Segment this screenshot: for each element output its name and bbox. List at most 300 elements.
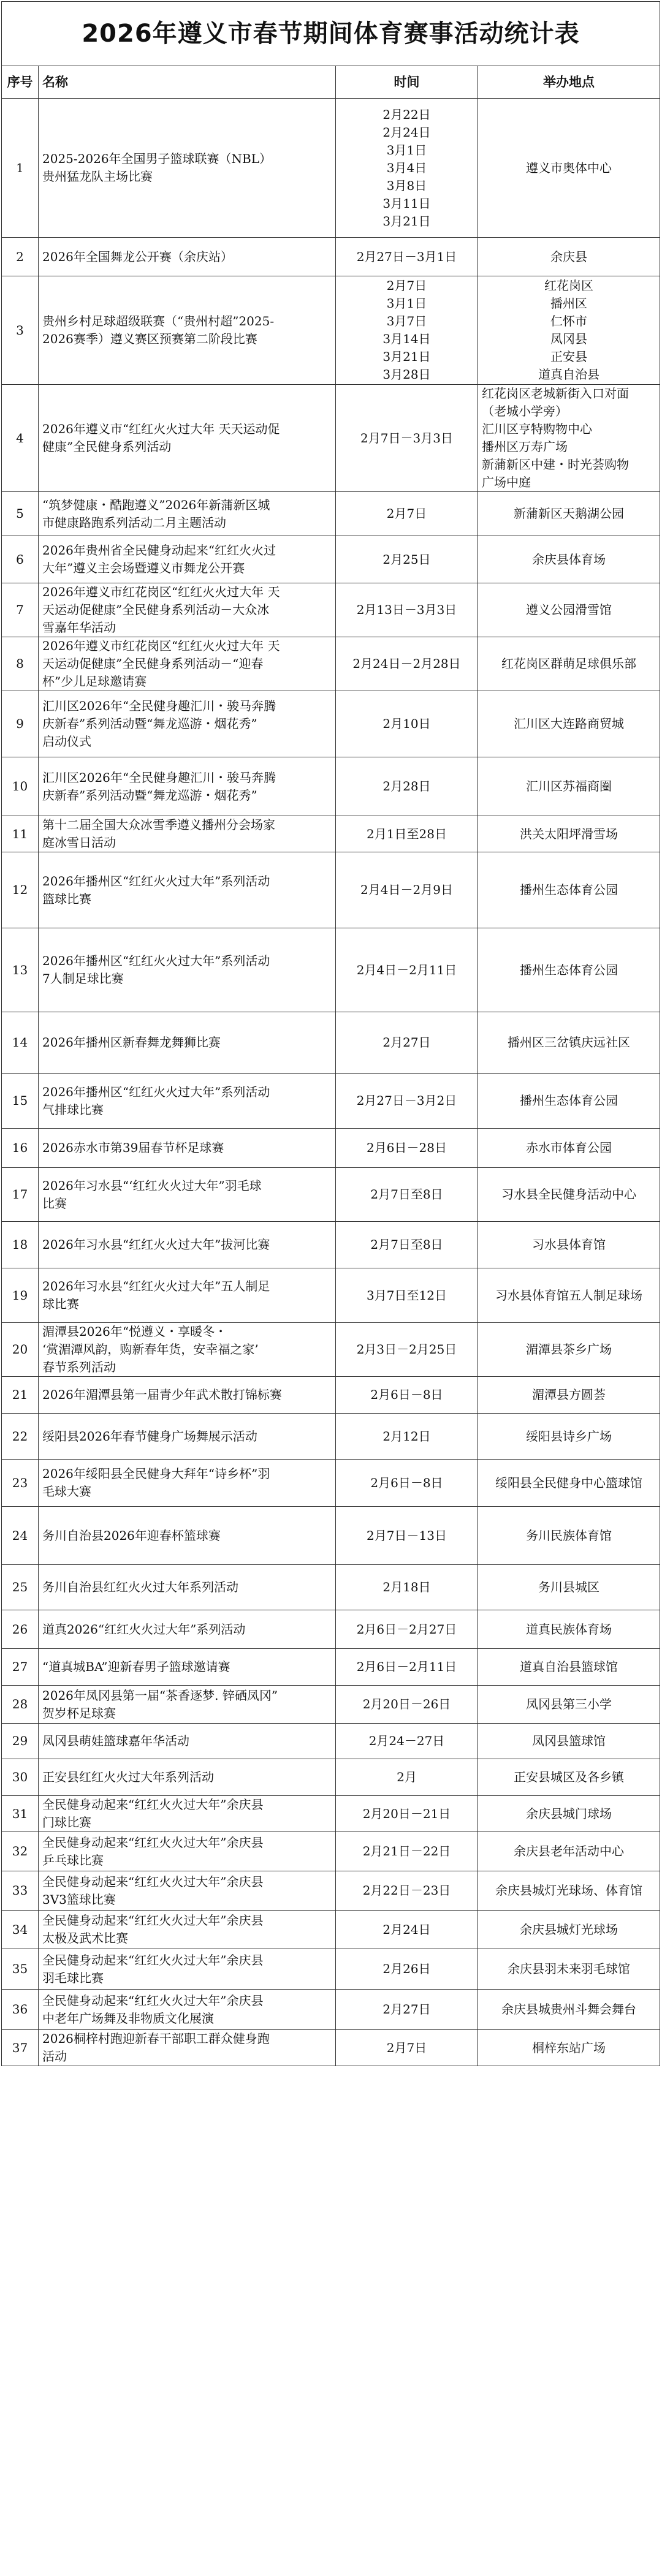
event-name-line: 毛球大赛: [42, 1484, 91, 1499]
event-name-line: 汇川区2026年“全民健身趣汇川・骏马奔腾: [42, 770, 276, 785]
event-time: [336, 1949, 478, 1990]
event-venue-line: 新蒲新区中建・时光荟购物: [482, 457, 629, 472]
event-venue-line: 红花岗区老城新街入口对面: [482, 386, 629, 401]
event-time-line: 3月14日: [382, 331, 431, 346]
event-venue: [478, 1949, 660, 1990]
event-name-line: 2026赛季）遵义赛区预赛第二阶段比赛: [42, 331, 257, 346]
event-time: [336, 1222, 478, 1268]
event-time: [336, 1012, 478, 1074]
event-name-line: 2026年播州区“红红火火过大年”系列活动: [42, 873, 270, 888]
event-name-line: 贵州乡村足球超级联赛（“贵州村超”2025-: [42, 314, 275, 328]
event-venue: [478, 583, 660, 637]
table-row: [2, 1222, 660, 1268]
event-venue-line: 赤水市体育公园: [526, 1140, 612, 1155]
row-number: 31: [2, 1796, 39, 1832]
row-number: 24: [2, 1507, 39, 1565]
event-venue: [478, 99, 660, 238]
event-time-line: 3月8日: [386, 178, 427, 193]
event-name: [39, 852, 336, 928]
event-name: [39, 2030, 336, 2066]
row-number: 30: [2, 1759, 39, 1796]
event-time: [336, 1911, 478, 1949]
event-time-line: 2月7日至8日: [370, 1187, 443, 1202]
event-time-line: 3月4日: [386, 160, 427, 175]
table-row: [2, 1323, 660, 1377]
event-time-line: 2月12日: [382, 1428, 431, 1444]
event-name-line: 全民健身动起来“红红火火过大年”余庆县: [42, 1874, 264, 1889]
event-time-line: 2月7日至8日: [370, 1237, 443, 1252]
event-name: [39, 1460, 336, 1507]
event-name: [39, 492, 336, 536]
event-time-line: 2月7日: [386, 2040, 427, 2055]
table-row: [2, 1012, 660, 1074]
event-name-line: 绥阳县2026年春节健身广场舞展示活动: [42, 1428, 257, 1444]
event-time-line: 2月: [397, 1770, 417, 1784]
event-venue: [478, 637, 660, 691]
event-venue-line: 余庆县城灯光球场、体育馆: [495, 1883, 642, 1898]
event-name-line: 贵州猛龙队主场比赛: [42, 169, 153, 184]
event-name-line: 2026年湄潭县第一届青少年武术散打锦标赛: [42, 1387, 282, 1402]
table-row: [2, 1949, 660, 1990]
event-name: [39, 276, 336, 385]
event-name-line: 2026赤水市第39届春节杯足球赛: [42, 1140, 224, 1155]
event-venue-line: 播州区三岔镇庆远社区: [508, 1035, 630, 1050]
row-number: 9: [2, 691, 39, 757]
event-name-line: 2026年遵义市红花岗区“红红火火过大年 天: [42, 585, 280, 599]
event-venue: [478, 536, 660, 583]
row-number: 15: [2, 1074, 39, 1129]
event-venue-line: 正安县: [550, 349, 587, 364]
event-venue-line: 余庆县城贵州斗舞会舞台: [501, 2002, 636, 2017]
table-row: [2, 1832, 660, 1871]
event-name-line: 务川自治县红红火火过大年系列活动: [42, 1580, 238, 1594]
event-venue-line: 播州区: [550, 296, 587, 311]
event-name-line: 2026年凤冈县第一届“茶香逐梦. 锌硒凤冈”: [42, 1688, 278, 1703]
row-number: 26: [2, 1610, 39, 1649]
row-number: 18: [2, 1222, 39, 1268]
event-name: [39, 99, 336, 238]
table-row: [2, 1268, 660, 1323]
event-venue: [478, 1724, 660, 1759]
event-name: [39, 1686, 336, 1724]
table-row: [2, 816, 660, 852]
event-time-line: 2月6日－28日: [367, 1140, 447, 1155]
event-name-line: 2026年遵义市“红红火火过大年 天天运动促: [42, 422, 280, 436]
event-venue-line: 余庆县: [550, 249, 587, 264]
row-number: 7: [2, 583, 39, 637]
event-name-line: 2026年播州区新春舞龙舞狮比赛: [42, 1035, 221, 1050]
row-number: 6: [2, 536, 39, 583]
event-venue: [478, 1911, 660, 1949]
event-name-line: 全民健身动起来“红红火火过大年”余庆县: [42, 1913, 264, 1928]
event-name-line: 2025-2026年全国男子篮球联赛（NBL）: [42, 151, 272, 166]
table-row: [2, 1759, 660, 1796]
event-time-line: 2月1日至28日: [367, 826, 447, 841]
row-number: 4: [2, 385, 39, 492]
row-number: 8: [2, 637, 39, 691]
event-venue: [478, 238, 660, 276]
event-name-line: 中老年广场舞及非物质文化展演: [42, 2010, 214, 2026]
event-venue-line: 洪关太阳坪滑雪场: [520, 826, 618, 841]
event-name-line: “道真城BA”迎新春男子篮球邀请赛: [42, 1659, 230, 1674]
event-time: [336, 1129, 478, 1168]
event-name-line: 全民健身动起来“红红火火过大年”余庆县: [42, 1952, 264, 1968]
event-name-line: 2026年贵州省全民健身动起来“红红火火过: [42, 543, 276, 558]
event-venue: [478, 691, 660, 757]
event-name-line: 道真2026“红红火火过大年”系列活动: [42, 1621, 246, 1637]
event-time: [336, 816, 478, 852]
event-time: [336, 99, 478, 238]
event-name: [39, 757, 336, 816]
event-name: [39, 1871, 336, 1911]
event-time-line: 2月13日－3月3日: [356, 602, 457, 617]
event-time: [336, 1871, 478, 1911]
event-name: [39, 1759, 336, 1796]
row-number: 21: [2, 1377, 39, 1414]
event-name-line: 第十二届全国大众冰雪季遵义播州分会场家: [42, 817, 275, 832]
event-venue: [478, 1686, 660, 1724]
event-venue-line: 习水县体育馆: [532, 1237, 606, 1252]
event-time-line: 3月7日: [386, 314, 427, 328]
event-venue: [478, 1074, 660, 1129]
event-name-line: 全民健身动起来“红红火火过大年”余庆县: [42, 1797, 264, 1812]
event-time: [336, 1268, 478, 1323]
statistics-sheet: [1, 1, 660, 2066]
table-row: [2, 1129, 660, 1168]
row-number: 23: [2, 1460, 39, 1507]
event-name-line: 贺岁杯足球赛: [42, 1705, 116, 1721]
row-number: 16: [2, 1129, 39, 1168]
row-number: 10: [2, 757, 39, 816]
row-number: 27: [2, 1649, 39, 1686]
event-venue-line: 红花岗区: [544, 278, 593, 293]
event-name-line: 门球比赛: [42, 1815, 91, 1830]
event-venue-line: 遵义公园滑雪馆: [526, 602, 612, 617]
event-time: [336, 928, 478, 1012]
event-time-line: 2月3日－2月25日: [356, 1342, 457, 1357]
row-number: 3: [2, 276, 39, 385]
event-venue: [478, 1129, 660, 1168]
event-name-line: 凤冈县萌娃篮球嘉年华活动: [42, 1733, 189, 1748]
event-venue: [478, 276, 660, 385]
event-name: [39, 1012, 336, 1074]
table-row: [2, 1610, 660, 1649]
event-time-line: 3月1日: [386, 296, 427, 311]
table-row: [2, 2030, 660, 2066]
event-name: [39, 1832, 336, 1871]
row-number: 12: [2, 852, 39, 928]
table-row: [2, 238, 660, 276]
row-number: 28: [2, 1686, 39, 1724]
event-venue-line: 汇川区大连路商贸城: [514, 716, 624, 731]
event-venue: [478, 1222, 660, 1268]
event-time: [336, 1323, 478, 1377]
header-row: [2, 66, 660, 99]
event-time: [336, 583, 478, 637]
table-row: [2, 385, 660, 492]
event-time: [336, 1460, 478, 1507]
event-time-line: 2月6日－2月11日: [356, 1659, 457, 1674]
event-time-line: 2月27日－3月2日: [356, 1093, 457, 1108]
event-time: [336, 1686, 478, 1724]
event-name-line: 天运动促健康”全民健身系列活动－大众冰: [42, 602, 270, 617]
row-number: 11: [2, 816, 39, 852]
event-name-line: 2026年习水县“红红火火过大年”拔河比赛: [42, 1237, 270, 1252]
row-number: 17: [2, 1168, 39, 1222]
event-venue-line: 余庆县城门球场: [526, 1806, 612, 1821]
event-venue: [478, 1377, 660, 1414]
event-name: [39, 583, 336, 637]
event-name-line: 气排球比赛: [42, 1102, 104, 1117]
event-name-line: 球比赛: [42, 1297, 79, 1311]
event-time-line: 2月27日: [382, 2002, 431, 2017]
table-row: [2, 691, 660, 757]
event-time: [336, 1507, 478, 1565]
event-venue-line: 道真自治县: [538, 367, 599, 382]
event-venue: [478, 492, 660, 536]
table-row: [2, 1565, 660, 1610]
event-time-line: 2月4日－2月11日: [356, 962, 457, 977]
event-name: [39, 1168, 336, 1222]
event-time: [336, 1759, 478, 1796]
event-venue: [478, 1871, 660, 1911]
event-name: [39, 928, 336, 1012]
table-row: [2, 1074, 660, 1129]
event-venue: [478, 1460, 660, 1507]
event-venue-line: 余庆县羽未来羽毛球馆: [508, 1961, 630, 1976]
row-number: 36: [2, 1990, 39, 2030]
event-name-line: 庆新春”系列活动暨“舞龙巡游・烟花秀”: [42, 787, 257, 803]
event-name: [39, 1649, 336, 1686]
event-time-line: 2月7日－13日: [367, 1528, 447, 1543]
row-number: 25: [2, 1565, 39, 1610]
event-name: [39, 1323, 336, 1377]
event-time-line: 2月7日－3月3日: [360, 430, 453, 445]
row-number: 20: [2, 1323, 39, 1377]
event-name: [39, 1074, 336, 1129]
event-venue: [478, 1012, 660, 1074]
event-venue: [478, 1759, 660, 1796]
event-name: [39, 536, 336, 583]
event-venue-line: 道真自治县篮球馆: [520, 1659, 618, 1674]
event-name: [39, 1990, 336, 2030]
event-venue-line: 余庆县体育场: [532, 551, 606, 567]
table-row: [2, 1377, 660, 1414]
event-time-line: 2月21日－22日: [362, 1844, 451, 1858]
event-time: [336, 1074, 478, 1129]
event-name: [39, 1222, 336, 1268]
event-venue: [478, 1832, 660, 1871]
event-venue-line: 汇川区亨特购物中心: [482, 422, 592, 436]
event-venue-line: 绥阳县全民健身中心篮球馆: [495, 1475, 642, 1490]
table-row: [2, 1871, 660, 1911]
table-row: [2, 1168, 660, 1222]
table-row: [2, 492, 660, 536]
table-row: [2, 1724, 660, 1759]
event-venue-line: 习水县全民健身活动中心: [501, 1187, 636, 1202]
event-name-line: 2026年播州区“红红火火过大年”系列活动: [42, 1084, 270, 1099]
table-row: [2, 99, 660, 238]
event-name-line: 大年”遵义主会场暨遵义市舞龙公开赛: [42, 561, 245, 575]
row-number: 2: [2, 238, 39, 276]
event-time: [336, 757, 478, 816]
table-row: [2, 536, 660, 583]
row-number: 22: [2, 1414, 39, 1460]
event-time-line: 2月27日: [382, 1035, 431, 1050]
event-venue: [478, 1796, 660, 1832]
event-time: [336, 1832, 478, 1871]
event-name: [39, 691, 336, 757]
event-time: [336, 276, 478, 385]
event-name-line: 2026年播州区“红红火火过大年”系列活动: [42, 953, 270, 968]
event-venue: [478, 1168, 660, 1222]
event-venue-line: 凤冈县: [550, 331, 587, 346]
event-name-line: 2026年遵义市红花岗区“红红火火过大年 天: [42, 638, 280, 653]
event-time-line: 2月6日－2月27日: [356, 1621, 457, 1637]
event-time-line: 2月22日－23日: [362, 1883, 451, 1898]
event-name-line: 7人制足球比赛: [42, 971, 124, 986]
table-row: [2, 757, 660, 816]
row-number: 34: [2, 1911, 39, 1949]
event-time-line: 2月24－27日: [368, 1733, 445, 1748]
event-time: [336, 691, 478, 757]
event-name-line: 比赛: [42, 1195, 67, 1211]
event-name-line: 2026桐梓村跑迎新春干部职工群众健身跑: [42, 2031, 270, 2046]
event-name: [39, 816, 336, 852]
event-time-line: 3月1日: [386, 142, 427, 157]
table-row: [2, 637, 660, 691]
table-row: [2, 583, 660, 637]
event-time-line: 2月24日: [382, 124, 431, 140]
event-time: [336, 1610, 478, 1649]
row-number: 19: [2, 1268, 39, 1323]
event-time-line: 2月20日－26日: [362, 1697, 451, 1711]
event-time: [336, 2030, 478, 2066]
event-name-line: 2026年绥阳县全民健身大拜年“诗乡杯”羽: [42, 1466, 270, 1481]
event-time-line: 2月27日－3月1日: [356, 249, 457, 264]
event-time: [336, 536, 478, 583]
event-name-line: 篮球比赛: [42, 891, 91, 906]
event-time-line: 3月28日: [382, 367, 431, 382]
event-venue: [478, 1414, 660, 1460]
event-name-line: 乒乓球比赛: [42, 1852, 104, 1868]
event-venue-line: 仁怀市: [550, 314, 587, 328]
row-number: 29: [2, 1724, 39, 1759]
event-time: [336, 1724, 478, 1759]
event-name-line: 务川自治县2026年迎春杯篮球赛: [42, 1528, 221, 1543]
event-name-line: 杯”少儿足球邀请赛: [42, 674, 147, 689]
event-time: [336, 1377, 478, 1414]
event-venue-line: 播州生态体育公园: [520, 1093, 618, 1108]
event-venue: [478, 816, 660, 852]
event-time-line: 2月22日: [382, 107, 431, 122]
event-time-line: 2月10日: [382, 716, 431, 731]
row-number: 33: [2, 1871, 39, 1911]
event-name: [39, 238, 336, 276]
title-row: [2, 2, 660, 66]
event-name-line: 全民健身动起来“红红火火过大年”余庆县: [42, 1835, 264, 1850]
event-name-line: 太极及武术比赛: [42, 1931, 128, 1945]
event-name: [39, 1949, 336, 1990]
event-venue-line: 播州区万寿广场: [482, 439, 568, 454]
table-row: [2, 1990, 660, 2030]
event-name: [39, 1724, 336, 1759]
event-name-line: 雪嘉年华活动: [42, 620, 116, 635]
event-time-line: 2月20日－21日: [362, 1806, 451, 1821]
event-name-line: 正安县红红火火过大年系列活动: [42, 1770, 214, 1784]
event-venue-line: 湄潭县方圆荟: [532, 1387, 606, 1402]
event-time-line: 2月6日－8日: [370, 1475, 443, 1490]
event-name-line: “筑梦健康・酷跑遵义”2026年新蒲新区城: [42, 497, 270, 512]
table-row: [2, 1686, 660, 1724]
header-name: 名称: [39, 66, 336, 99]
event-venue-line: 汇川区苏福商圈: [526, 779, 612, 794]
event-venue-line: 凤冈县第三小学: [526, 1697, 612, 1711]
header-venue: 举办地点: [478, 66, 660, 99]
table-row: [2, 928, 660, 1012]
table-body: [2, 99, 660, 2066]
event-name-line: 2026年习水县“‘红红火火过大年”羽毛球: [42, 1178, 262, 1193]
event-name-line: 2026年习水县“红红火火过大年”五人制足: [42, 1279, 270, 1294]
event-venue-line: 绥阳县诗乡广场: [526, 1428, 612, 1444]
row-number: 13: [2, 928, 39, 1012]
event-venue: [478, 385, 660, 492]
table-row: [2, 1414, 660, 1460]
event-name-line: 2026年全国舞龙公开赛（余庆站）: [42, 249, 233, 264]
event-venue-line: 务川民族体育馆: [526, 1528, 612, 1543]
row-number: 5: [2, 492, 39, 536]
event-time-line: 3月21日: [382, 349, 431, 364]
event-venue: [478, 1649, 660, 1686]
event-venue-line: 播州生态体育公园: [520, 882, 618, 897]
event-venue-line: （老城小学旁）: [482, 404, 568, 419]
row-number: 32: [2, 1832, 39, 1871]
event-name-line: 3V3篮球比赛: [42, 1892, 116, 1907]
event-name: [39, 1610, 336, 1649]
event-name: [39, 1507, 336, 1565]
event-time-line: 3月11日: [382, 195, 431, 211]
header-time: 时间: [336, 66, 478, 99]
events-table: [1, 1, 660, 2066]
event-venue: [478, 928, 660, 1012]
event-venue-line: 凤冈县篮球馆: [532, 1733, 606, 1748]
event-time: [336, 852, 478, 928]
event-venue: [478, 2030, 660, 2066]
row-number: 14: [2, 1012, 39, 1074]
event-venue: [478, 852, 660, 928]
event-time: [336, 1565, 478, 1610]
event-venue: [478, 1507, 660, 1565]
table-row: [2, 1507, 660, 1565]
event-name: [39, 1414, 336, 1460]
event-venue-line: 余庆县城灯光球场: [520, 1922, 618, 1937]
event-time: [336, 1796, 478, 1832]
event-venue: [478, 1323, 660, 1377]
event-time-line: 2月25日: [382, 551, 431, 567]
event-time-line: 2月6日－8日: [370, 1387, 443, 1402]
event-name: [39, 1796, 336, 1832]
event-name-line: 庆新春”系列活动暨“舞龙巡游・烟花秀”: [42, 716, 257, 731]
event-time-line: 2月7日: [386, 506, 427, 521]
row-number: 35: [2, 1949, 39, 1990]
event-name-line: 活动: [42, 2049, 67, 2064]
event-name-line: 湄潭县2026年“悦遵义・享暖冬・: [42, 1324, 227, 1339]
header-no: 序号: [2, 66, 39, 99]
event-name-line: 庭冰雪日活动: [42, 835, 116, 850]
event-name: [39, 1911, 336, 1949]
event-time: [336, 238, 478, 276]
event-name-line: 春节系列活动: [42, 1360, 116, 1374]
